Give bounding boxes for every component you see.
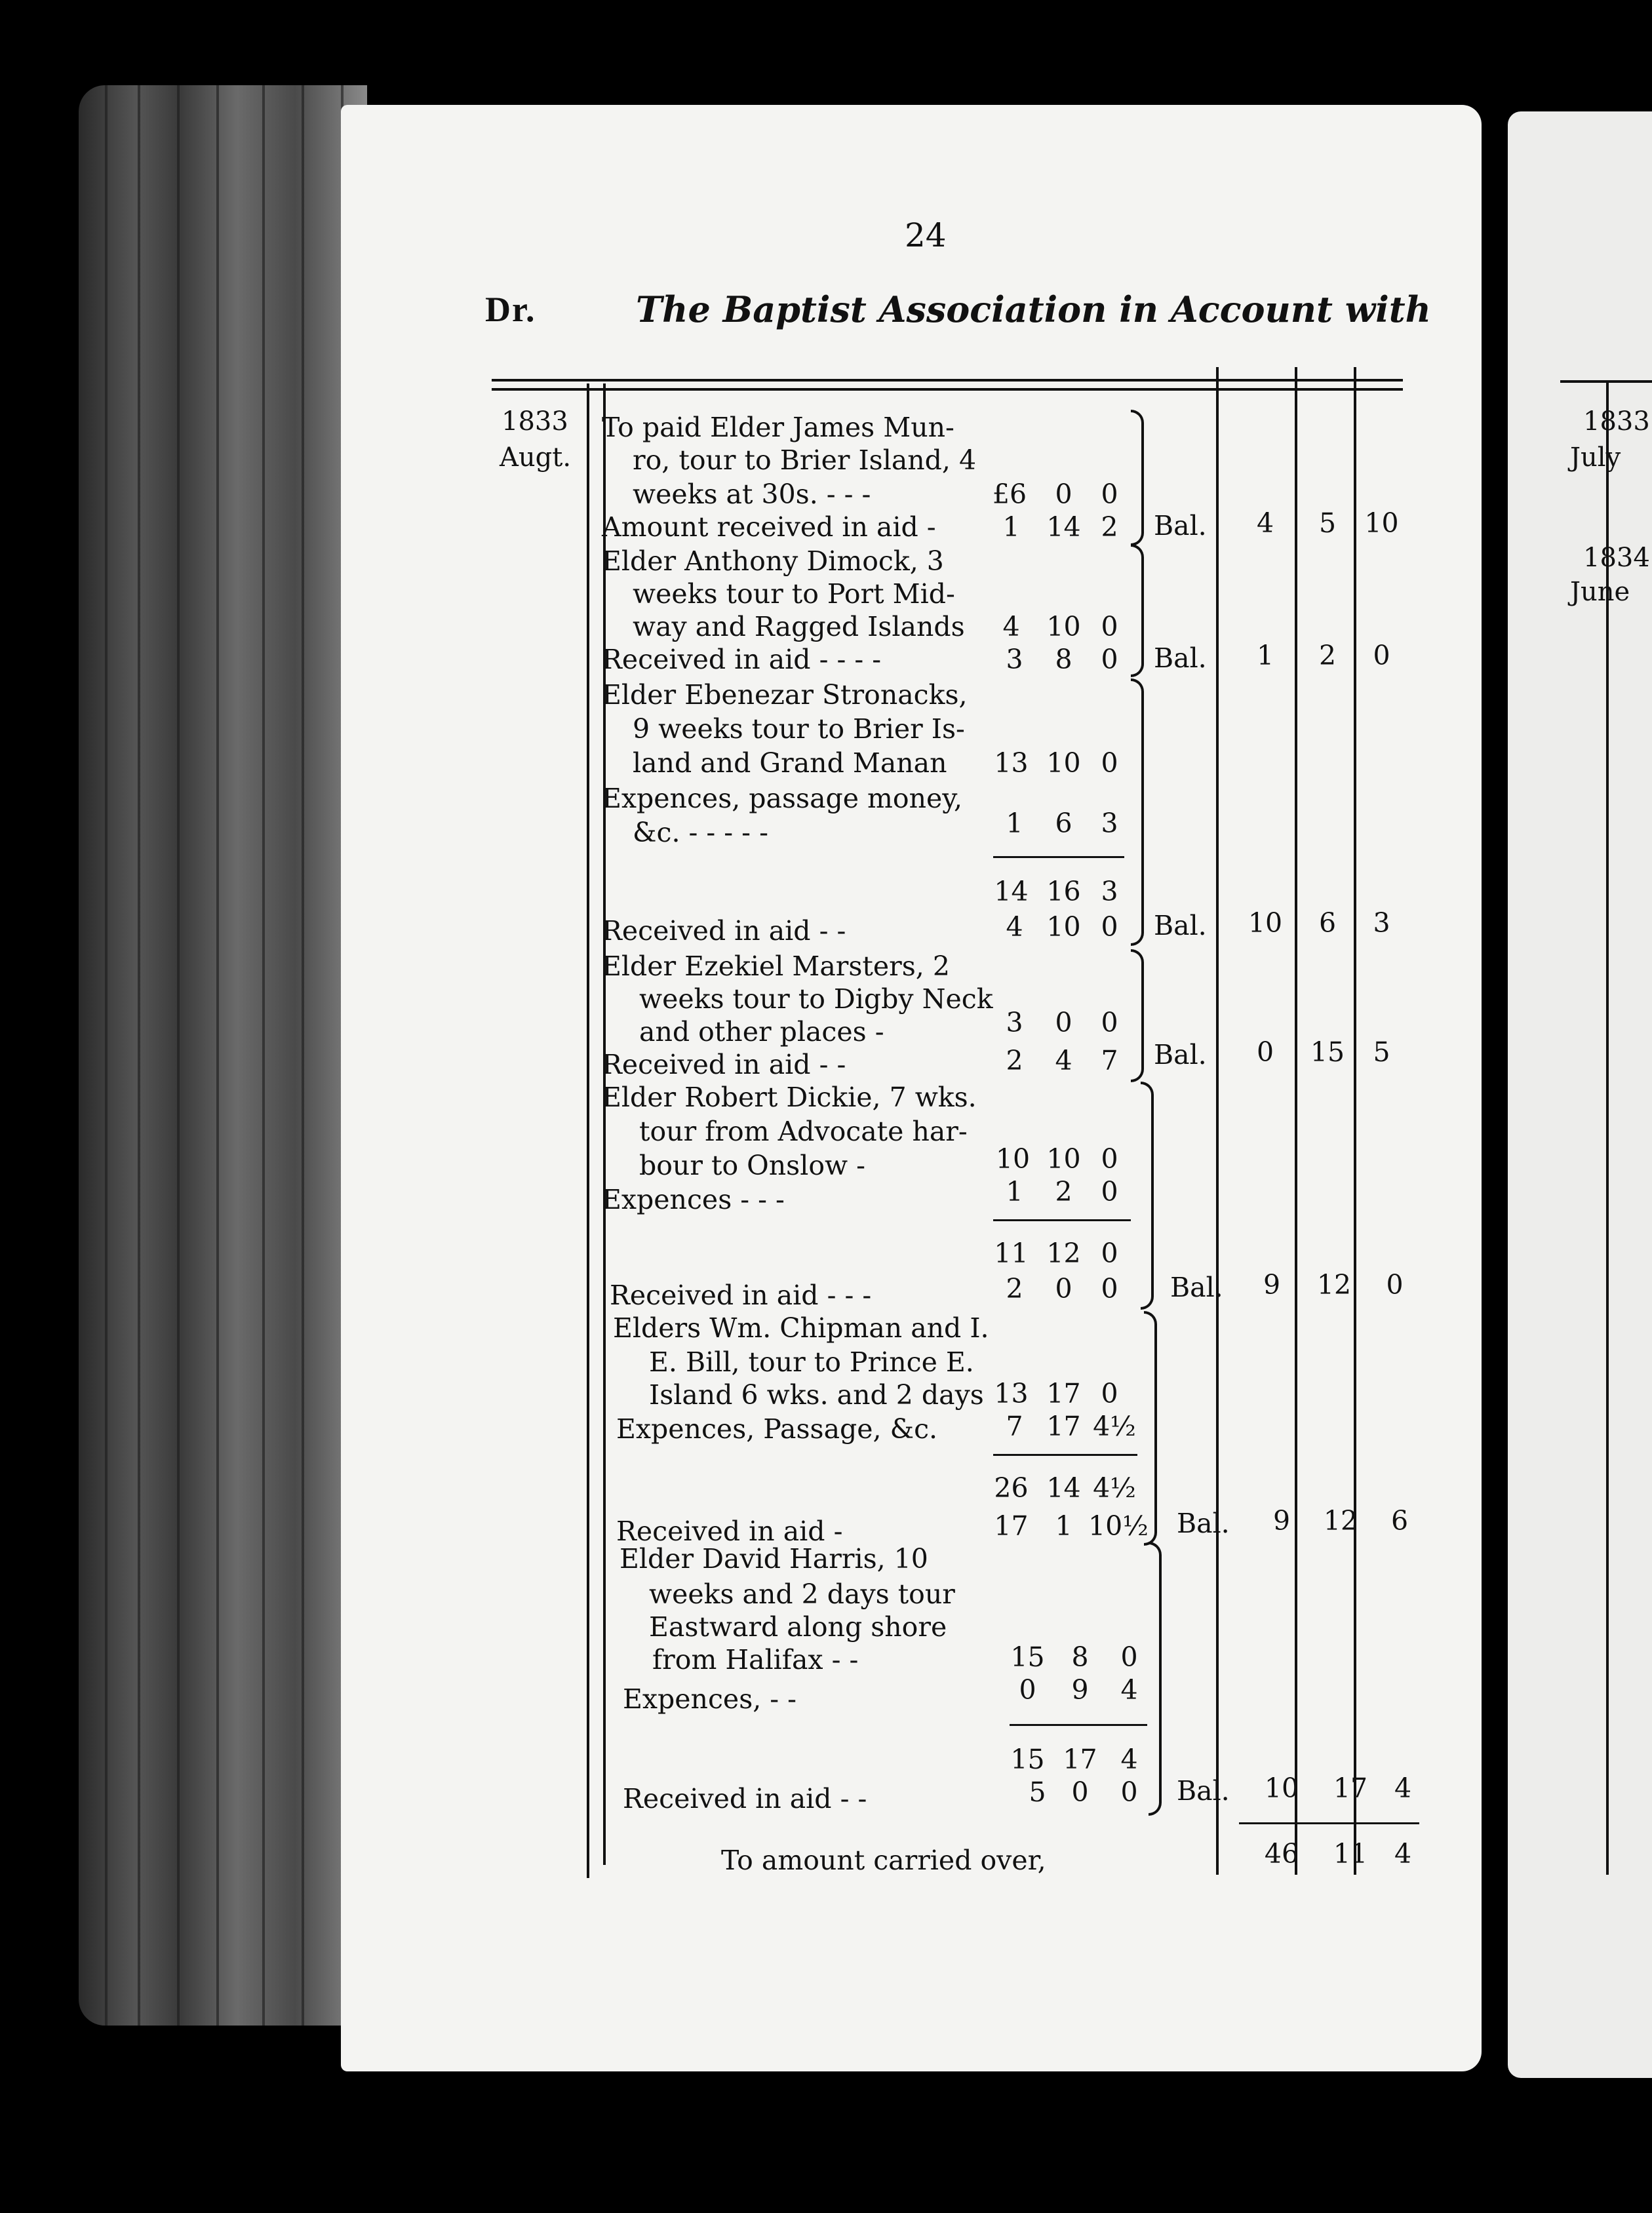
amount-pence: 0 [1101, 1273, 1118, 1304]
amount-shillings: 14 [1046, 511, 1081, 543]
entry-line: &c. - - - - - [633, 817, 768, 848]
amount-shillings: 8 [1071, 1641, 1089, 1673]
subtotal-pence: 0 [1101, 1238, 1118, 1269]
carried-over-label: To amount carried over, [721, 1845, 1046, 1876]
entry-brace [1131, 949, 1144, 1082]
entry-line: Amount received in aid - [602, 511, 936, 543]
entry-line: weeks tour to Port Mid- [633, 578, 955, 610]
subtotal-shillings: 14 [1046, 1472, 1081, 1504]
balance-label: Bal. [1177, 1775, 1230, 1807]
balance-pounds: 9 [1272, 1505, 1291, 1537]
pounds-column-rule [1295, 367, 1297, 1875]
subtotal-rule [993, 856, 1124, 858]
amount-shillings: 10 [1046, 1143, 1081, 1175]
amount-pounds: 1 [1002, 511, 1020, 543]
subtotal-pence: 3 [1101, 876, 1118, 907]
amount-pounds: 15 [1010, 1641, 1045, 1673]
amount-pounds: 2 [1006, 1273, 1023, 1304]
amount-pounds: 10 [995, 1143, 1031, 1175]
shillings-column-rule [1354, 367, 1356, 1875]
entry-brace [1131, 410, 1144, 546]
amount-pounds: 5 [1029, 1776, 1046, 1808]
amount-pounds: 4 [1002, 611, 1020, 642]
amount-pounds: 1 [1006, 1176, 1023, 1207]
entry-line: Elder David Harris, 10 [620, 1543, 928, 1575]
amount-pence: 0 [1101, 911, 1118, 943]
entry-line: ro, tour to Brier Island, 4 [633, 444, 977, 476]
balance-pence: 10 [1364, 507, 1399, 539]
top-rule [492, 379, 1403, 382]
balance-shillings: 12 [1316, 1269, 1352, 1301]
entry-line: E. Bill, tour to Prince E. [649, 1346, 974, 1378]
balance-pounds: 4 [1256, 507, 1274, 539]
date-column-rule [587, 383, 589, 1878]
subtotal-shillings: 16 [1046, 876, 1081, 907]
subtotal-rule [1010, 1724, 1147, 1726]
amount-pounds: 1 [1006, 808, 1023, 839]
entry-month: Augt. [500, 442, 572, 473]
entry-line: Eastward along shore [649, 1611, 947, 1643]
balance-label: Bal. [1154, 642, 1207, 674]
entry-line: Island 6 wks. and 2 days [649, 1379, 984, 1411]
account-title: The Baptist Association in Account with [636, 288, 1431, 330]
entry-brace [1131, 678, 1144, 946]
facing-month-2: June [1570, 577, 1630, 607]
amount-pounds: 13 [994, 747, 1029, 779]
amount-pence: 0 [1101, 1143, 1118, 1175]
amount-pounds: 13 [994, 1378, 1029, 1409]
balance-label: Bal. [1154, 910, 1207, 941]
entry-brace [1149, 1542, 1162, 1816]
entry-line: Elder Anthony Dimock, 3 [602, 545, 944, 577]
balance-shillings: 5 [1318, 507, 1337, 539]
subtotal-pounds: 14 [994, 876, 1029, 907]
amount-pence: 4 [1120, 1674, 1138, 1706]
balance-pounds: 0 [1256, 1036, 1274, 1068]
amount-pence: 0 [1101, 747, 1118, 779]
balance-label: Bal. [1154, 1039, 1207, 1070]
entry-line: Received in aid - - - [610, 1280, 872, 1311]
amount-shillings: 4 [1055, 1045, 1072, 1076]
total-rule [1239, 1822, 1419, 1824]
balance-shillings: 17 [1333, 1772, 1368, 1804]
debit-label: Dr. [485, 290, 536, 329]
amount-pence: 0 [1120, 1776, 1138, 1808]
amount-shillings: 8 [1055, 644, 1072, 675]
entry-line: from Halifax - - [652, 1644, 859, 1675]
facing-month-1: July [1570, 442, 1621, 473]
entry-line: Expences, Passage, &c. [616, 1413, 938, 1445]
amount-pounds: 0 [1019, 1674, 1036, 1706]
balance-shillings: 15 [1310, 1036, 1345, 1068]
subtotal-rule [993, 1454, 1137, 1456]
amount-pounds: 2 [1006, 1045, 1023, 1076]
balance-pounds: 10 [1264, 1772, 1299, 1804]
amount-shillings: 1 [1055, 1510, 1072, 1542]
subtotal-pence: 4 [1120, 1744, 1138, 1775]
entry-line: way and Ragged Islands [633, 611, 965, 642]
subtotal-pence: 4½ [1093, 1472, 1136, 1504]
amount-pence: 2 [1101, 511, 1118, 543]
balance-column-rule [1216, 367, 1219, 1875]
entry-line: bour to Onslow - [639, 1150, 865, 1181]
amount-pence: 3 [1101, 808, 1118, 839]
amount-pounds: 3 [1006, 1007, 1023, 1038]
subtotal-shillings: 12 [1046, 1238, 1081, 1269]
amount-shillings: 0 [1055, 1007, 1072, 1038]
amount-pence: 10½ [1088, 1510, 1149, 1542]
entry-line: Received in aid - - [602, 915, 846, 947]
entry-line: 9 weeks tour to Brier Is- [633, 713, 965, 745]
balance-pence: 6 [1390, 1505, 1409, 1537]
subtotal-pounds: 11 [994, 1238, 1029, 1269]
book-page-edges [79, 85, 367, 2026]
amount-shillings: 10 [1046, 747, 1081, 779]
subtotal-pounds: 15 [1010, 1744, 1045, 1775]
balance-shillings: 2 [1318, 640, 1337, 671]
amount-shillings: 17 [1046, 1378, 1081, 1409]
amount-pence: 0 [1101, 1176, 1118, 1207]
amount-pounds: 3 [1006, 644, 1023, 675]
balance-pence: 3 [1373, 907, 1390, 939]
entry-line: Received in aid - - - - [602, 644, 882, 675]
entry-column-rule [603, 383, 606, 1865]
amount-pounds: 7 [1006, 1411, 1023, 1442]
entry-line: and other places - [639, 1016, 884, 1048]
amount-shillings: 0 [1055, 479, 1072, 510]
entry-line: Elder Ebenezar Stronacks, [602, 679, 968, 711]
entry-line: weeks tour to Digby Neck [639, 983, 993, 1015]
entry-line: land and Grand Manan [633, 747, 947, 779]
amount-pence: 0 [1101, 1378, 1118, 1409]
amount-pence: 4½ [1093, 1411, 1136, 1442]
entry-brace [1141, 1082, 1154, 1310]
balance-pounds: 10 [1248, 907, 1283, 939]
entry-line: weeks and 2 days tour [649, 1578, 955, 1610]
facing-year-1: 1833 [1583, 406, 1650, 437]
balance-label: Bal. [1170, 1272, 1223, 1303]
balance-pence: 5 [1373, 1036, 1390, 1068]
balance-label: Bal. [1154, 510, 1207, 541]
entry-line: Received in aid - - [602, 1049, 846, 1080]
amount-pounds: £6 [992, 479, 1027, 510]
entry-year: 1833 [502, 406, 568, 437]
amount-pence: 7 [1101, 1045, 1118, 1076]
subtotal-pounds: 26 [994, 1472, 1029, 1504]
subtotal-rule [993, 1219, 1131, 1221]
total-shillings: 11 [1333, 1838, 1368, 1870]
balance-pence: 0 [1386, 1269, 1404, 1301]
entry-line: Expences - - - [602, 1184, 785, 1215]
amount-shillings: 0 [1071, 1776, 1089, 1808]
subtotal-shillings: 17 [1063, 1744, 1097, 1775]
amount-pence: 0 [1101, 479, 1118, 510]
amount-pounds: 4 [1006, 911, 1023, 943]
balance-label: Bal. [1177, 1508, 1230, 1539]
top-rule-2 [492, 388, 1403, 391]
balance-shillings: 6 [1318, 907, 1337, 939]
page-header [485, 288, 1431, 330]
entry-line: tour from Advocate har- [639, 1116, 968, 1147]
total-pounds: 46 [1264, 1838, 1299, 1870]
amount-pounds: 17 [994, 1510, 1029, 1542]
total-pence: 4 [1394, 1838, 1412, 1870]
amount-pence: 0 [1101, 644, 1118, 675]
facing-year-2: 1834 [1583, 543, 1650, 573]
balance-pence: 4 [1394, 1772, 1412, 1804]
balance-shillings: 12 [1323, 1505, 1358, 1537]
entry-line: Received in aid - - [623, 1783, 867, 1814]
entry-brace [1131, 544, 1144, 677]
amount-shillings: 0 [1055, 1273, 1072, 1304]
balance-pounds: 9 [1263, 1269, 1281, 1301]
amount-shillings: 17 [1046, 1411, 1081, 1442]
amount-pence: 0 [1101, 1007, 1118, 1038]
balance-pence: 0 [1373, 640, 1390, 671]
entry-line: Expences, - - [623, 1683, 797, 1715]
entry-line: Received in aid - [616, 1516, 843, 1547]
entry-line: Elder Ezekiel Marsters, 2 [602, 950, 950, 982]
amount-shillings: 10 [1046, 911, 1081, 943]
entry-brace [1144, 1311, 1157, 1546]
amount-shillings: 2 [1055, 1176, 1072, 1207]
amount-pence: 0 [1101, 611, 1118, 642]
amount-shillings: 10 [1046, 611, 1081, 642]
balance-pounds: 1 [1256, 640, 1274, 671]
entry-line: Elder Robert Dickie, 7 wks. [602, 1082, 977, 1113]
entry-line: To paid Elder James Mun- [602, 412, 954, 443]
entry-line: Elders Wm. Chipman and I. [613, 1312, 989, 1344]
page-number: 24 [905, 216, 947, 254]
amount-shillings: 6 [1055, 808, 1072, 839]
amount-shillings: 9 [1071, 1674, 1089, 1706]
amount-pence: 0 [1120, 1641, 1138, 1673]
entry-line: Expences, passage money, [602, 783, 963, 814]
entry-line: weeks at 30s. - - - [633, 479, 871, 510]
